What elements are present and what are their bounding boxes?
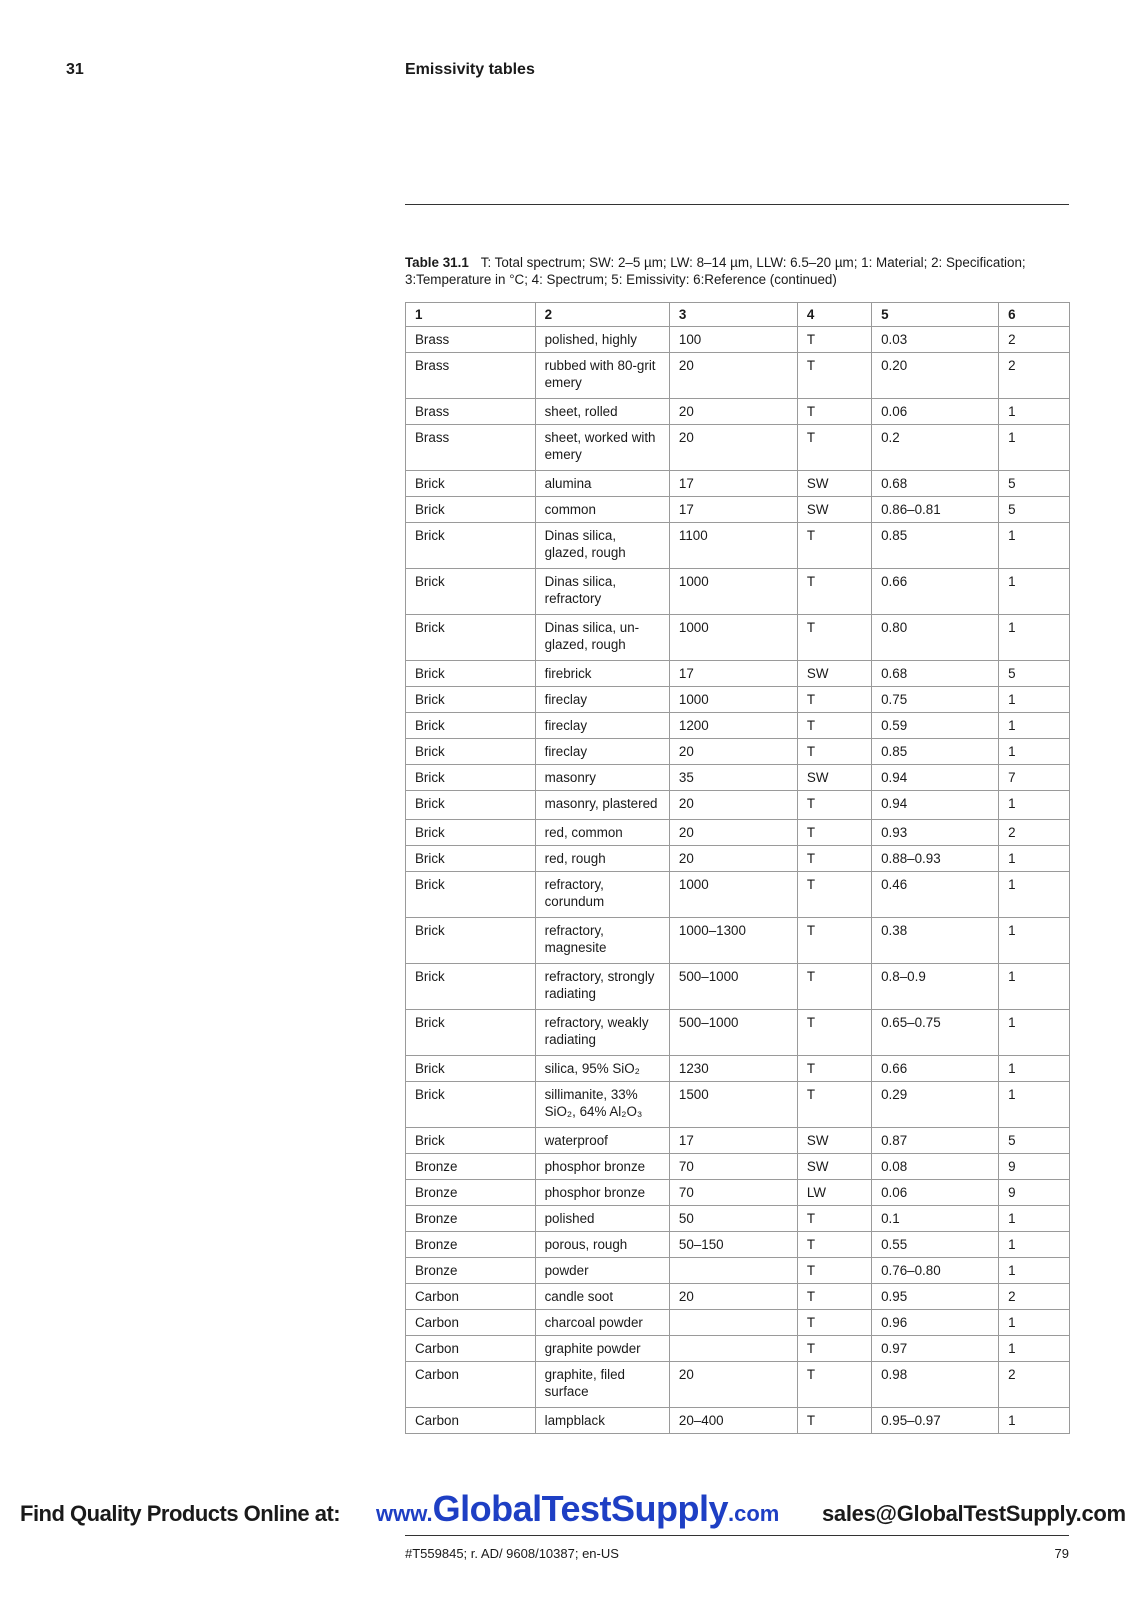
cell-temperature: 20 — [669, 425, 797, 471]
cell-spectrum: T — [797, 425, 871, 471]
cell-emissivity: 0.86–0.81 — [872, 497, 999, 523]
cell-spectrum: T — [797, 1010, 871, 1056]
cell-spectrum: T — [797, 820, 871, 846]
cell-specification: graphite, filed surface — [535, 1362, 669, 1408]
cell-material: Brick — [406, 615, 536, 661]
cell-temperature: 20 — [669, 846, 797, 872]
cell-material: Bronze — [406, 1206, 536, 1232]
footer-divider — [405, 1535, 1069, 1536]
cell-temperature: 1000 — [669, 569, 797, 615]
cell-reference: 5 — [999, 1128, 1070, 1154]
cell-emissivity: 0.20 — [872, 353, 999, 399]
cell-emissivity: 0.06 — [872, 1180, 999, 1206]
cell-spectrum: SW — [797, 471, 871, 497]
cell-specification: porous, rough — [535, 1232, 669, 1258]
cell-emissivity: 0.88–0.93 — [872, 846, 999, 872]
cell-temperature: 50–150 — [669, 1232, 797, 1258]
cell-temperature: 17 — [669, 497, 797, 523]
cell-reference: 2 — [999, 1284, 1070, 1310]
cell-material: Bronze — [406, 1180, 536, 1206]
cell-temperature — [669, 1258, 797, 1284]
cell-material: Brick — [406, 471, 536, 497]
cell-specification: Dinas silica, glazed, rough — [535, 523, 669, 569]
cell-reference: 1 — [999, 1082, 1070, 1128]
cell-temperature: 20 — [669, 820, 797, 846]
cell-reference: 1 — [999, 739, 1070, 765]
table-row — [406, 1408, 1070, 1434]
cell-emissivity: 0.96 — [872, 1310, 999, 1336]
cell-specification: polished, highly — [535, 327, 669, 353]
cell-temperature: 1230 — [669, 1056, 797, 1082]
cell-specification: fireclay — [535, 739, 669, 765]
cell-temperature: 500–1000 — [669, 964, 797, 1010]
cell-specification: fireclay — [535, 687, 669, 713]
cell-emissivity: 0.66 — [872, 569, 999, 615]
column-header-temperature: 3 — [669, 303, 797, 327]
cell-temperature: 20 — [669, 739, 797, 765]
cell-spectrum: SW — [797, 661, 871, 687]
cell-temperature: 20 — [669, 1284, 797, 1310]
cell-temperature: 50 — [669, 1206, 797, 1232]
cell-material: Carbon — [406, 1336, 536, 1362]
cell-reference: 1 — [999, 791, 1070, 820]
table-header-row — [406, 303, 1070, 327]
table-row — [406, 523, 1070, 569]
cell-emissivity: 0.68 — [872, 661, 999, 687]
cell-reference: 5 — [999, 497, 1070, 523]
cell-specification: candle soot — [535, 1284, 669, 1310]
table-row — [406, 964, 1070, 1010]
table-row — [406, 1362, 1070, 1408]
cell-reference: 1 — [999, 1408, 1070, 1434]
cell-specification: refractory, corundum — [535, 872, 669, 918]
cell-emissivity: 0.55 — [872, 1232, 999, 1258]
cell-temperature: 1000 — [669, 872, 797, 918]
cell-spectrum: T — [797, 1056, 871, 1082]
cell-spectrum: T — [797, 739, 871, 765]
cell-reference: 1 — [999, 1310, 1070, 1336]
cell-spectrum: T — [797, 846, 871, 872]
cell-reference: 5 — [999, 471, 1070, 497]
table-caption-text: T: Total spectrum; SW: 2–5 µm; LW: 8–14 µm, LLW: 6.5–20 µm; 1: Material; 2: Specification; 3:Temperature in °C; 4: Spectrum; 5: Emissivity: 6:Reference (continued) — [405, 255, 1026, 287]
table-row — [406, 1010, 1070, 1056]
table-row — [406, 1284, 1070, 1310]
cell-material: Brick — [406, 872, 536, 918]
cell-specification: alumina — [535, 471, 669, 497]
cell-emissivity: 0.94 — [872, 791, 999, 820]
column-header-emissivity: 5 — [872, 303, 999, 327]
cell-spectrum: T — [797, 1310, 871, 1336]
cell-material: Bronze — [406, 1258, 536, 1284]
cell-material: Brass — [406, 425, 536, 471]
cell-temperature: 1000 — [669, 687, 797, 713]
table-row — [406, 1056, 1070, 1082]
cell-spectrum: T — [797, 918, 871, 964]
cell-material: Brick — [406, 739, 536, 765]
cell-reference: 2 — [999, 327, 1070, 353]
cell-specification: refractory, magnesite — [535, 918, 669, 964]
cell-temperature: 20 — [669, 399, 797, 425]
cell-temperature: 17 — [669, 661, 797, 687]
cell-spectrum: SW — [797, 497, 871, 523]
cell-spectrum: SW — [797, 1154, 871, 1180]
cell-material: Bronze — [406, 1232, 536, 1258]
table-row — [406, 1082, 1070, 1128]
cell-material: Brass — [406, 399, 536, 425]
cell-material: Brick — [406, 820, 536, 846]
cell-emissivity: 0.08 — [872, 1154, 999, 1180]
cell-specification: sillimanite, 33% SiO₂, 64% Al₂O₃ — [535, 1082, 669, 1128]
table-row — [406, 1336, 1070, 1362]
cell-spectrum: T — [797, 1206, 871, 1232]
cell-spectrum: T — [797, 872, 871, 918]
cell-emissivity: 0.85 — [872, 739, 999, 765]
cell-spectrum: T — [797, 791, 871, 820]
cell-spectrum: T — [797, 713, 871, 739]
table-row — [406, 1310, 1070, 1336]
cell-emissivity: 0.38 — [872, 918, 999, 964]
cell-emissivity: 0.93 — [872, 820, 999, 846]
cell-spectrum: T — [797, 687, 871, 713]
cell-emissivity: 0.2 — [872, 425, 999, 471]
header-divider — [405, 204, 1069, 205]
footer-url-brand: GlobalTestSupply — [432, 1488, 729, 1529]
cell-material: Brick — [406, 918, 536, 964]
table-row — [406, 1128, 1070, 1154]
table-row — [406, 739, 1070, 765]
cell-material: Carbon — [406, 1284, 536, 1310]
cell-material: Brick — [406, 964, 536, 1010]
cell-emissivity: 0.8–0.9 — [872, 964, 999, 1010]
cell-reference: 1 — [999, 399, 1070, 425]
cell-temperature: 20–400 — [669, 1408, 797, 1434]
cell-temperature — [669, 1336, 797, 1362]
cell-reference: 2 — [999, 820, 1070, 846]
cell-emissivity: 0.75 — [872, 687, 999, 713]
cell-temperature: 35 — [669, 765, 797, 791]
cell-spectrum: T — [797, 1232, 871, 1258]
cell-spectrum: T — [797, 964, 871, 1010]
cell-reference: 1 — [999, 872, 1070, 918]
cell-reference: 7 — [999, 765, 1070, 791]
cell-spectrum: LW — [797, 1180, 871, 1206]
cell-specification: fireclay — [535, 713, 669, 739]
cell-emissivity: 0.87 — [872, 1128, 999, 1154]
cell-temperature: 500–1000 — [669, 1010, 797, 1056]
cell-material: Brick — [406, 523, 536, 569]
cell-material: Carbon — [406, 1362, 536, 1408]
cell-emissivity: 0.94 — [872, 765, 999, 791]
cell-specification: waterproof — [535, 1128, 669, 1154]
cell-emissivity: 0.29 — [872, 1082, 999, 1128]
footer-website-link[interactable] — [376, 1488, 779, 1530]
cell-spectrum: T — [797, 569, 871, 615]
cell-emissivity: 0.06 — [872, 399, 999, 425]
cell-reference: 1 — [999, 964, 1070, 1010]
cell-temperature: 70 — [669, 1154, 797, 1180]
cell-specification: masonry — [535, 765, 669, 791]
cell-reference: 1 — [999, 846, 1070, 872]
chapter-title: Emissivity tables — [405, 61, 535, 78]
cell-spectrum: T — [797, 327, 871, 353]
cell-temperature: 20 — [669, 791, 797, 820]
cell-reference: 1 — [999, 1336, 1070, 1362]
cell-reference: 1 — [999, 1232, 1070, 1258]
table-row — [406, 497, 1070, 523]
table-row — [406, 569, 1070, 615]
chapter-number: 31 — [66, 61, 84, 78]
cell-reference: 2 — [999, 1362, 1070, 1408]
cell-material: Bronze — [406, 1154, 536, 1180]
table-row — [406, 353, 1070, 399]
cell-reference: 1 — [999, 1206, 1070, 1232]
cell-emissivity: 0.76–0.80 — [872, 1258, 999, 1284]
cell-temperature: 17 — [669, 471, 797, 497]
table-row — [406, 471, 1070, 497]
cell-spectrum: T — [797, 1284, 871, 1310]
cell-temperature: 17 — [669, 1128, 797, 1154]
cell-temperature: 20 — [669, 353, 797, 399]
cell-material: Brick — [406, 765, 536, 791]
footer-find-text: Find Quality Products Online at: — [20, 1501, 341, 1526]
cell-material: Brick — [406, 1056, 536, 1082]
table-row — [406, 791, 1070, 820]
cell-emissivity: 0.97 — [872, 1336, 999, 1362]
cell-spectrum: T — [797, 353, 871, 399]
cell-specification: charcoal powder — [535, 1310, 669, 1336]
cell-reference: 1 — [999, 713, 1070, 739]
cell-material: Carbon — [406, 1408, 536, 1434]
footer-url-www: www. — [376, 1501, 433, 1526]
cell-spectrum: SW — [797, 1128, 871, 1154]
cell-spectrum: T — [797, 1082, 871, 1128]
cell-reference: 1 — [999, 569, 1070, 615]
cell-specification: red, common — [535, 820, 669, 846]
table-row — [406, 846, 1070, 872]
cell-spectrum: T — [797, 1336, 871, 1362]
table-row — [406, 1258, 1070, 1284]
table-row — [406, 615, 1070, 661]
cell-emissivity: 0.66 — [872, 1056, 999, 1082]
cell-material: Brick — [406, 497, 536, 523]
cell-material: Brick — [406, 846, 536, 872]
cell-spectrum: T — [797, 1258, 871, 1284]
column-header-material: 1 — [406, 303, 536, 327]
cell-emissivity: 0.95–0.97 — [872, 1408, 999, 1434]
cell-emissivity: 0.59 — [872, 713, 999, 739]
cell-reference: 1 — [999, 615, 1070, 661]
cell-specification: lampblack — [535, 1408, 669, 1434]
cell-specification: Dinas silica, refractory — [535, 569, 669, 615]
cell-material: Brick — [406, 687, 536, 713]
cell-specification: powder — [535, 1258, 669, 1284]
cell-specification: rubbed with 80-grit emery — [535, 353, 669, 399]
cell-material: Brick — [406, 1082, 536, 1128]
cell-specification: red, rough — [535, 846, 669, 872]
cell-reference: 2 — [999, 353, 1070, 399]
cell-specification: sheet, rolled — [535, 399, 669, 425]
cell-temperature: 1100 — [669, 523, 797, 569]
cell-emissivity: 0.1 — [872, 1206, 999, 1232]
cell-emissivity: 0.65–0.75 — [872, 1010, 999, 1056]
cell-specification: phosphor bronze — [535, 1180, 669, 1206]
footer-url-com: .com — [728, 1501, 780, 1526]
table-row — [406, 1180, 1070, 1206]
cell-temperature: 100 — [669, 327, 797, 353]
cell-specification: firebrick — [535, 661, 669, 687]
table-body — [406, 327, 1070, 1434]
cell-material: Brick — [406, 1010, 536, 1056]
cell-emissivity: 0.03 — [872, 327, 999, 353]
table-row — [406, 765, 1070, 791]
cell-reference: 1 — [999, 1010, 1070, 1056]
table-row — [406, 1154, 1070, 1180]
cell-specification: refractory, strongly radiating — [535, 964, 669, 1010]
cell-emissivity: 0.46 — [872, 872, 999, 918]
cell-spectrum: SW — [797, 765, 871, 791]
cell-specification: sheet, worked with emery — [535, 425, 669, 471]
cell-spectrum: T — [797, 399, 871, 425]
cell-reference: 1 — [999, 687, 1070, 713]
cell-reference: 1 — [999, 918, 1070, 964]
cell-reference: 9 — [999, 1180, 1070, 1206]
emissivity-table — [405, 302, 1070, 1434]
table-row — [406, 661, 1070, 687]
cell-temperature: 1000 — [669, 615, 797, 661]
cell-reference: 1 — [999, 523, 1070, 569]
cell-specification: common — [535, 497, 669, 523]
cell-specification: phosphor bronze — [535, 1154, 669, 1180]
cell-emissivity: 0.68 — [872, 471, 999, 497]
cell-specification: polished — [535, 1206, 669, 1232]
column-header-reference: 6 — [999, 303, 1070, 327]
cell-reference: 5 — [999, 661, 1070, 687]
table-row — [406, 1232, 1070, 1258]
cell-spectrum: T — [797, 1362, 871, 1408]
table-row — [406, 327, 1070, 353]
table-caption — [405, 254, 1069, 288]
cell-reference: 1 — [999, 1056, 1070, 1082]
cell-material: Brick — [406, 569, 536, 615]
cell-material: Brick — [406, 713, 536, 739]
cell-material: Brick — [406, 791, 536, 820]
table-row — [406, 713, 1070, 739]
table-row — [406, 820, 1070, 846]
cell-material: Brick — [406, 1128, 536, 1154]
cell-material: Brass — [406, 327, 536, 353]
cell-temperature: 1000–1300 — [669, 918, 797, 964]
cell-temperature — [669, 1310, 797, 1336]
table-row — [406, 918, 1070, 964]
cell-temperature: 1200 — [669, 713, 797, 739]
cell-reference: 9 — [999, 1154, 1070, 1180]
cell-spectrum: T — [797, 523, 871, 569]
cell-specification: refractory, weakly radiating — [535, 1010, 669, 1056]
cell-material: Brass — [406, 353, 536, 399]
cell-spectrum: T — [797, 1408, 871, 1434]
document-id: #T559845; r. AD/ 9608/10387; en-US — [405, 1546, 619, 1561]
cell-emissivity: 0.85 — [872, 523, 999, 569]
cell-temperature: 1500 — [669, 1082, 797, 1128]
cell-reference: 1 — [999, 425, 1070, 471]
cell-emissivity: 0.80 — [872, 615, 999, 661]
table-row — [406, 399, 1070, 425]
table-row — [406, 872, 1070, 918]
cell-emissivity: 0.95 — [872, 1284, 999, 1310]
cell-specification: masonry, plastered — [535, 791, 669, 820]
column-header-spectrum: 4 — [797, 303, 871, 327]
table-row — [406, 425, 1070, 471]
cell-specification: graphite powder — [535, 1336, 669, 1362]
cell-material: Carbon — [406, 1310, 536, 1336]
cell-emissivity: 0.98 — [872, 1362, 999, 1408]
table-row — [406, 687, 1070, 713]
page-number: 79 — [1054, 1546, 1069, 1561]
footer-email-link[interactable]: sales@GlobalTestSupply.com — [822, 1501, 1126, 1526]
cell-temperature: 20 — [669, 1362, 797, 1408]
table-row — [406, 1206, 1070, 1232]
cell-material: Brick — [406, 661, 536, 687]
cell-reference: 1 — [999, 1258, 1070, 1284]
column-header-specification: 2 — [535, 303, 669, 327]
table-caption-label: Table 31.1 — [405, 255, 469, 270]
cell-spectrum: T — [797, 615, 871, 661]
cell-specification: silica, 95% SiO₂ — [535, 1056, 669, 1082]
cell-temperature: 70 — [669, 1180, 797, 1206]
cell-specification: Dinas silica, un-glazed, rough — [535, 615, 669, 661]
